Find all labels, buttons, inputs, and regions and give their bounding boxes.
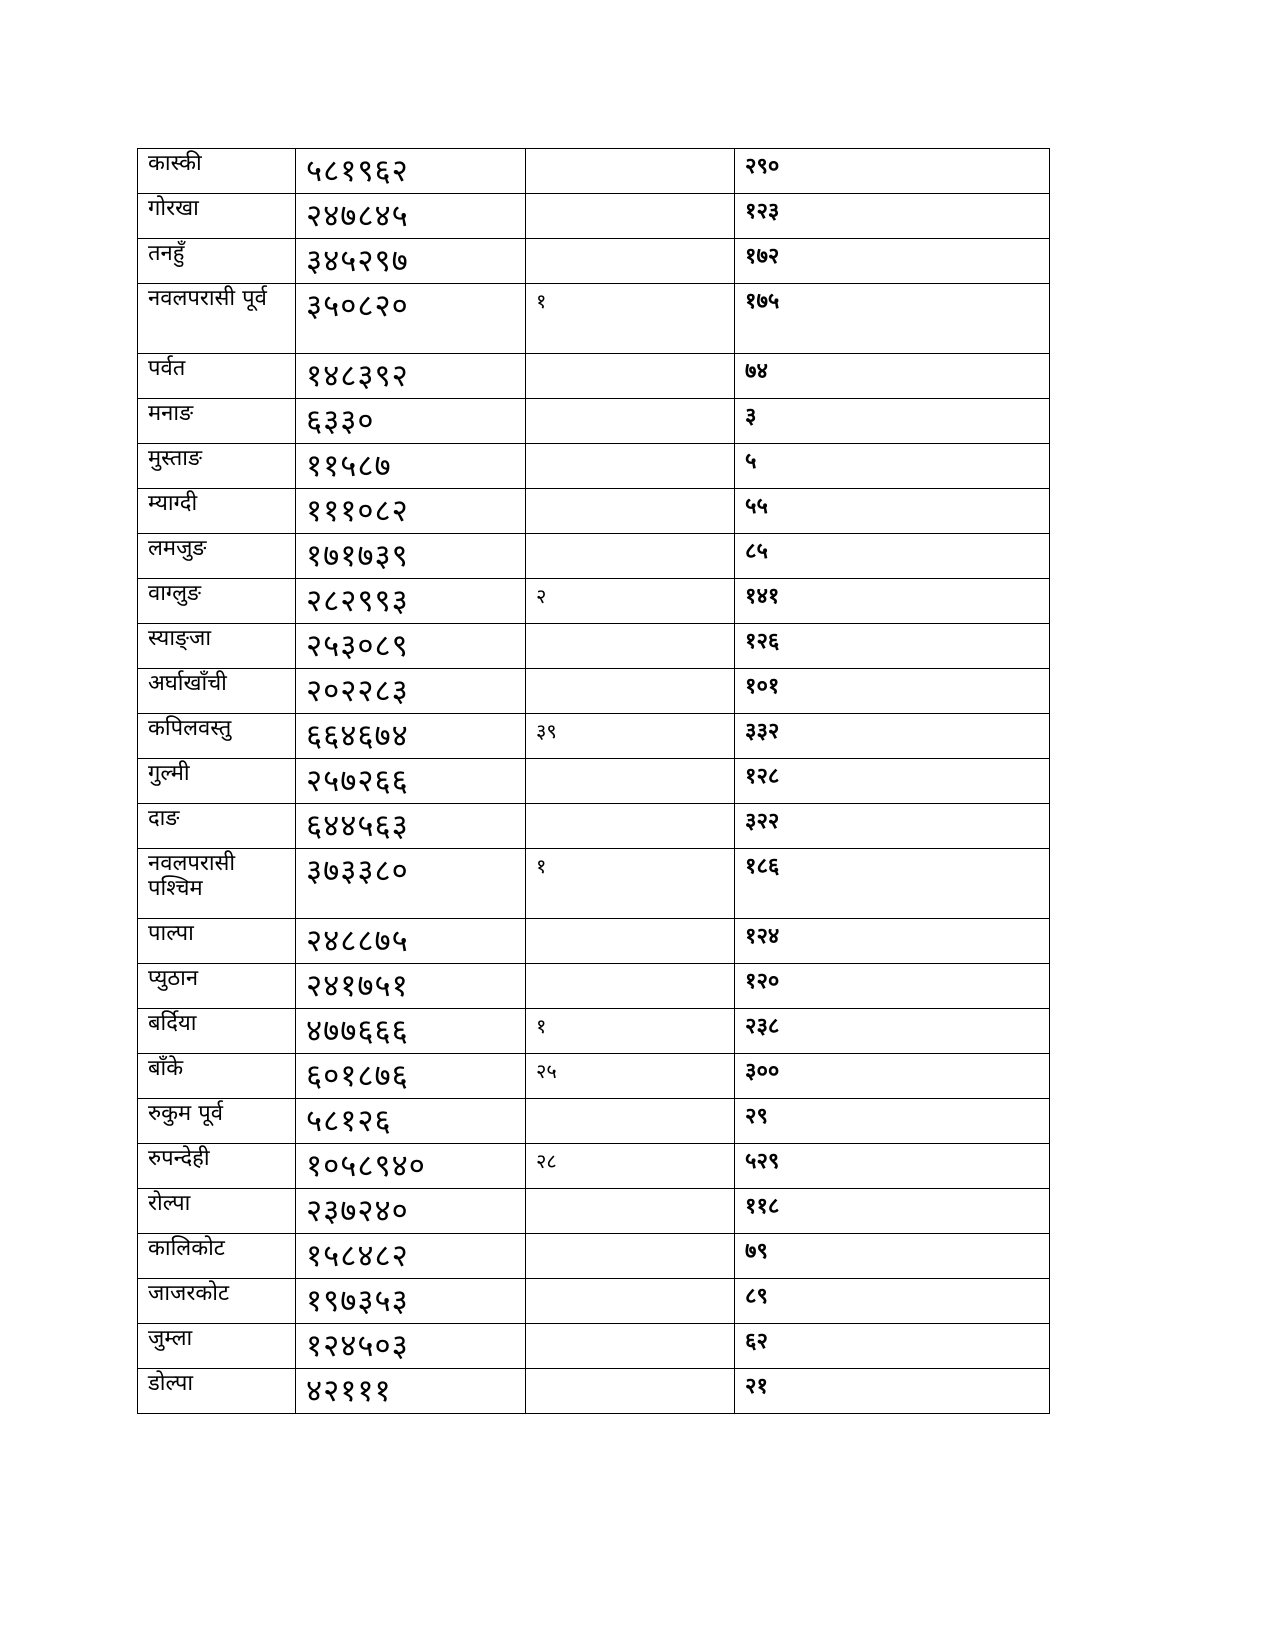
- table-row: [138, 399, 1050, 444]
- population-cell: २४७८४५: [296, 194, 526, 239]
- district-name-cell: अर्घाखाँची: [138, 669, 296, 714]
- district-name-cell: कास्की: [138, 149, 296, 194]
- district-name-cell: गोरखा: [138, 194, 296, 239]
- table-row: [138, 354, 1050, 399]
- population-cell: १५८४८२: [296, 1234, 526, 1279]
- table-row: [138, 919, 1050, 964]
- table-row: [138, 1144, 1050, 1189]
- table-row: [138, 964, 1050, 1009]
- district-name-cell: कपिलवस्तु: [138, 714, 296, 759]
- column-3-cell: [526, 239, 735, 284]
- column-3-cell: [526, 1279, 735, 1324]
- table-row: [138, 239, 1050, 284]
- population-cell: २४८८७५: [296, 919, 526, 964]
- column-4-cell: १२४: [735, 919, 1050, 964]
- population-cell: २४१७५१: [296, 964, 526, 1009]
- population-cell: ३७३३८०: [296, 849, 526, 919]
- column-4-cell: २९०: [735, 149, 1050, 194]
- population-cell: ५८१२६: [296, 1099, 526, 1144]
- column-4-cell: ५५: [735, 489, 1050, 534]
- district-name-cell: नवलपरासी पूर्व: [138, 284, 296, 354]
- table-row: [138, 759, 1050, 804]
- table-row: [138, 149, 1050, 194]
- column-3-cell: २: [526, 579, 735, 624]
- column-4-cell: १४१: [735, 579, 1050, 624]
- column-4-cell: ५२९: [735, 1144, 1050, 1189]
- column-4-cell: १०१: [735, 669, 1050, 714]
- column-3-cell: ३९: [526, 714, 735, 759]
- column-4-cell: ८५: [735, 534, 1050, 579]
- district-name-cell: बर्दिया: [138, 1009, 296, 1054]
- population-cell: ३४५२९७: [296, 239, 526, 284]
- column-3-cell: [526, 669, 735, 714]
- column-3-cell: [526, 194, 735, 239]
- district-name-cell: गुल्मी: [138, 759, 296, 804]
- table-row: [138, 714, 1050, 759]
- district-table: [137, 148, 1050, 1414]
- table-row: [138, 1009, 1050, 1054]
- table-row: [138, 849, 1050, 919]
- column-4-cell: ७४: [735, 354, 1050, 399]
- table-row: [138, 1054, 1050, 1099]
- district-name-cell: पाल्पा: [138, 919, 296, 964]
- district-name-cell: वाग्लुङ: [138, 579, 296, 624]
- table-row: [138, 804, 1050, 849]
- column-4-cell: १८६: [735, 849, 1050, 919]
- district-name-cell: प्युठान: [138, 964, 296, 1009]
- column-4-cell: ८९: [735, 1279, 1050, 1324]
- column-3-cell: १: [526, 849, 735, 919]
- population-cell: १२४५०३: [296, 1324, 526, 1369]
- district-name-cell: रुपन्देही: [138, 1144, 296, 1189]
- district-name-cell: कालिकोट: [138, 1234, 296, 1279]
- column-3-cell: [526, 1324, 735, 1369]
- population-cell: १९७३५३: [296, 1279, 526, 1324]
- column-3-cell: [526, 1099, 735, 1144]
- population-cell: २५७२६६: [296, 759, 526, 804]
- population-cell: ६६४६७४: [296, 714, 526, 759]
- column-3-cell: [526, 804, 735, 849]
- district-name-cell: जुम्ला: [138, 1324, 296, 1369]
- population-cell: ६०१८७६: [296, 1054, 526, 1099]
- column-3-cell: [526, 759, 735, 804]
- table-body: [138, 149, 1050, 1414]
- population-cell: ११५८७: [296, 444, 526, 489]
- district-name-cell: मनाङ: [138, 399, 296, 444]
- column-4-cell: २९: [735, 1099, 1050, 1144]
- table-row: [138, 1324, 1050, 1369]
- column-4-cell: ७९: [735, 1234, 1050, 1279]
- column-4-cell: २३८: [735, 1009, 1050, 1054]
- table-row: [138, 1279, 1050, 1324]
- population-cell: २३७२४०: [296, 1189, 526, 1234]
- column-3-cell: [526, 149, 735, 194]
- population-cell: १०५८९४०: [296, 1144, 526, 1189]
- column-3-cell: [526, 919, 735, 964]
- district-name-cell: बाँके: [138, 1054, 296, 1099]
- column-4-cell: ३००: [735, 1054, 1050, 1099]
- district-name-cell: स्याङ्जा: [138, 624, 296, 669]
- population-cell: २५३०८९: [296, 624, 526, 669]
- column-4-cell: ११८: [735, 1189, 1050, 1234]
- column-4-cell: १२०: [735, 964, 1050, 1009]
- population-cell: १४८३९२: [296, 354, 526, 399]
- table-row: [138, 624, 1050, 669]
- column-4-cell: ५: [735, 444, 1050, 489]
- district-name-cell: लमजुङ: [138, 534, 296, 579]
- column-4-cell: १७५: [735, 284, 1050, 354]
- district-name-cell: मुस्ताङ: [138, 444, 296, 489]
- column-4-cell: ३२२: [735, 804, 1050, 849]
- district-name-cell: रोल्पा: [138, 1189, 296, 1234]
- district-name-cell: पर्वत: [138, 354, 296, 399]
- column-3-cell: [526, 1234, 735, 1279]
- district-name-cell: डोल्पा: [138, 1369, 296, 1414]
- table-row: [138, 579, 1050, 624]
- column-4-cell: १२८: [735, 759, 1050, 804]
- population-cell: ४७७६६६: [296, 1009, 526, 1054]
- column-3-cell: [526, 964, 735, 1009]
- column-3-cell: [526, 444, 735, 489]
- table-row: [138, 444, 1050, 489]
- district-name-cell: नवलपरासी पश्चिम: [138, 849, 296, 919]
- table-row: [138, 534, 1050, 579]
- population-cell: ३५०८२०: [296, 284, 526, 354]
- column-3-cell: [526, 1369, 735, 1414]
- table-row: [138, 1234, 1050, 1279]
- column-3-cell: २५: [526, 1054, 735, 1099]
- column-3-cell: [526, 1189, 735, 1234]
- population-cell: १७१७३९: [296, 534, 526, 579]
- column-3-cell: [526, 489, 735, 534]
- column-4-cell: २१: [735, 1369, 1050, 1414]
- population-cell: ५८१९६२: [296, 149, 526, 194]
- district-name-cell: दाङ: [138, 804, 296, 849]
- column-4-cell: १२३: [735, 194, 1050, 239]
- table-row: [138, 284, 1050, 354]
- table-row: [138, 194, 1050, 239]
- column-4-cell: ३: [735, 399, 1050, 444]
- district-name-cell: जाजरकोट: [138, 1279, 296, 1324]
- column-3-cell: १: [526, 284, 735, 354]
- district-name-cell: रुकुम पूर्व: [138, 1099, 296, 1144]
- table-row: [138, 1369, 1050, 1414]
- column-4-cell: १७२: [735, 239, 1050, 284]
- table-row: [138, 489, 1050, 534]
- table-row: [138, 1099, 1050, 1144]
- column-3-cell: [526, 624, 735, 669]
- population-cell: २०२२८३: [296, 669, 526, 714]
- column-3-cell: १: [526, 1009, 735, 1054]
- district-name-cell: तनहुँ: [138, 239, 296, 284]
- column-3-cell: [526, 399, 735, 444]
- column-3-cell: [526, 534, 735, 579]
- column-4-cell: ६२: [735, 1324, 1050, 1369]
- column-4-cell: १२६: [735, 624, 1050, 669]
- district-name-cell: म्याग्दी: [138, 489, 296, 534]
- column-3-cell: २८: [526, 1144, 735, 1189]
- population-cell: ६४४५६३: [296, 804, 526, 849]
- table-row: [138, 1189, 1050, 1234]
- population-cell: १११०८२: [296, 489, 526, 534]
- population-cell: ६३३०: [296, 399, 526, 444]
- table-row: [138, 669, 1050, 714]
- population-cell: ४२१११: [296, 1369, 526, 1414]
- column-4-cell: ३३२: [735, 714, 1050, 759]
- population-cell: २८२९९३: [296, 579, 526, 624]
- column-3-cell: [526, 354, 735, 399]
